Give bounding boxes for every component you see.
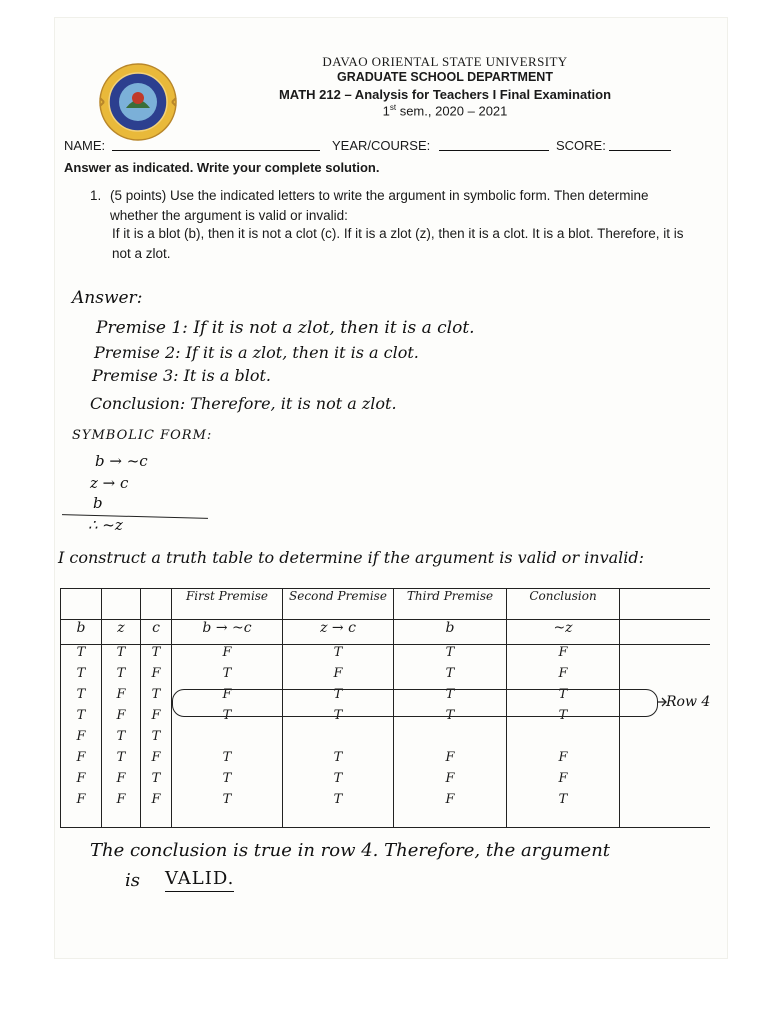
cell: F [172, 687, 283, 708]
cell: T [141, 771, 172, 792]
cell: T [283, 645, 394, 667]
cell: T [507, 792, 620, 813]
cell: F [507, 645, 620, 667]
premise-2: Premise 2: If it is a zlot, then it is a clot. [94, 343, 419, 362]
cell: F [102, 771, 141, 792]
header-blank [141, 589, 172, 620]
table-row [61, 645, 711, 667]
symbolic-line-3: b [93, 494, 103, 512]
instructions: Answer as indicated. Write your complete solution. [64, 160, 380, 175]
var-c: c [141, 620, 172, 645]
var-p3: b [394, 620, 507, 645]
final-statement: The conclusion is true in row 4. Therefore, the argument [90, 840, 611, 861]
cell: F [172, 645, 283, 667]
header-blank [102, 589, 141, 620]
blank-cell [620, 729, 711, 750]
question-number: 1. [90, 188, 102, 203]
cell: T [394, 687, 507, 708]
blank-cell [620, 750, 711, 771]
cell: T [394, 666, 507, 687]
cell: F [507, 771, 620, 792]
premise-3: Premise 3: It is a blot. [92, 366, 271, 385]
header-blank [620, 589, 711, 620]
var-p1: b → ~c [172, 620, 283, 645]
table-intro: I construct a truth table to determine if the argument is valid or invalid: [58, 548, 645, 567]
symbolic-form-heading: SYMBOLIC FORM: [72, 428, 213, 443]
cell: T [394, 708, 507, 729]
cell: F [141, 792, 172, 813]
cell [172, 729, 283, 750]
cell: T [172, 750, 283, 771]
cell: T [172, 708, 283, 729]
question-argument: If it is a blot (b), then it is not a clot (c). If it is a zlot (z), then it is a clot. It is a blot. Therefore, it is not a zlot. [112, 226, 684, 261]
header-blank [61, 589, 102, 620]
premise-1: Premise 1: If it is not a zlot, then it is a clot. [96, 318, 475, 338]
cell: F [102, 687, 141, 708]
score-label: SCORE: [556, 138, 606, 153]
year-course-label: YEAR/COURSE: [332, 138, 431, 153]
cell: T [172, 666, 283, 687]
table-row [61, 666, 711, 687]
cell: F [394, 750, 507, 771]
cell: T [61, 708, 102, 729]
cell: T [172, 792, 283, 813]
cell: F [394, 771, 507, 792]
cell [283, 729, 394, 750]
cell: T [141, 687, 172, 708]
cell: T [172, 771, 283, 792]
table-row [61, 729, 711, 750]
row-4-highlight [172, 689, 658, 717]
cell: F [507, 666, 620, 687]
cell: T [141, 645, 172, 667]
cell: T [283, 687, 394, 708]
cell [394, 729, 507, 750]
cell: F [61, 750, 102, 771]
blank-cell [620, 620, 711, 645]
cell: T [61, 687, 102, 708]
cell: F [61, 792, 102, 813]
name-label: NAME: [64, 138, 106, 153]
course-title: MATH 212 – Analysis for Teachers I Final Examination [278, 87, 612, 102]
question-text: (5 points) Use the indicated letters to write the argument in symbolic form. Then determine whether the argument is valid or invalid: [110, 188, 649, 223]
cell: T [102, 666, 141, 687]
semester: 1st sem., 2020 – 2021 [382, 103, 508, 119]
blank-cell [620, 792, 711, 813]
valid-verdict: VALID. [165, 868, 234, 892]
cell: F [283, 666, 394, 687]
symbolic-line-4: ∴ ~z [88, 516, 123, 534]
cell: T [283, 771, 394, 792]
blank-cell [620, 771, 711, 792]
blank-cell [620, 666, 711, 687]
var-conclusion: ~z [507, 620, 620, 645]
cell: T [283, 792, 394, 813]
final-statement-is: is [125, 870, 140, 891]
cell: T [102, 645, 141, 667]
row-4-label: Row 4 [666, 694, 711, 710]
cell: T [102, 750, 141, 771]
cell [507, 729, 620, 750]
header-third-premise: Third Premise [394, 589, 507, 620]
table-row [61, 771, 711, 792]
cell: F [507, 750, 620, 771]
header-first-premise: First Premise [172, 589, 283, 620]
cell: T [283, 708, 394, 729]
cell: F [141, 708, 172, 729]
symbolic-line-2: z → c [90, 474, 129, 492]
cell: T [394, 645, 507, 667]
university-name: DAVAO ORIENTAL STATE UNIVERSITY [322, 54, 568, 69]
table-row [61, 792, 711, 813]
symbolic-line-1: b → ~c [95, 452, 148, 470]
cell: T [283, 750, 394, 771]
cell: T [141, 729, 172, 750]
answer-heading: Answer: [72, 288, 143, 308]
header-conclusion: Conclusion [507, 589, 620, 620]
var-p2: z → c [283, 620, 394, 645]
cell: F [141, 750, 172, 771]
table-row [61, 750, 711, 771]
header-second-premise: Second Premise [283, 589, 394, 620]
blank-cell [620, 645, 711, 667]
cell: F [394, 792, 507, 813]
var-b: b [61, 620, 102, 645]
cell: F [141, 666, 172, 687]
table-row [61, 813, 711, 828]
var-z: z [102, 620, 141, 645]
cell: T [507, 708, 620, 729]
cell: T [61, 666, 102, 687]
cell: F [102, 792, 141, 813]
conclusion: Conclusion: Therefore, it is not a zlot. [90, 394, 397, 413]
university-seal-logo [98, 62, 178, 142]
cell: F [102, 708, 141, 729]
cell: T [507, 687, 620, 708]
cell: T [61, 645, 102, 667]
cell: T [102, 729, 141, 750]
cell: F [61, 729, 102, 750]
department-name: GRADUATE SCHOOL DEPARTMENT [337, 70, 553, 84]
cell: F [61, 771, 102, 792]
